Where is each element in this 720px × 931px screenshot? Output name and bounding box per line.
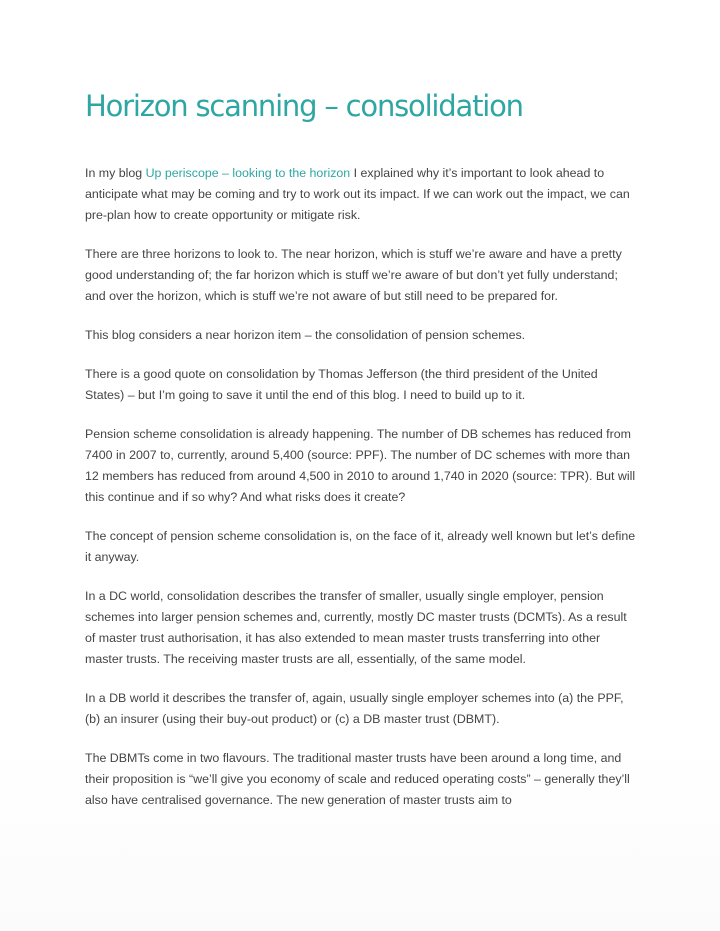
article-body — [85, 86, 640, 811]
paragraph-horizons: There are three horizons to look to. The near horizon, which is stuff we’re aware and have a pretty good understanding of; the far horizon which is stuff we’re aware of but don’t yet fully understand; and over the horizon, which is stuff we’re not aware of but still need to be prepared for. — [85, 247, 622, 303]
intro-text-before-link: In my blog — [85, 166, 146, 180]
intro-paragraph — [85, 163, 640, 226]
paragraph-consolidation-stats: Pension scheme consolidation is already happening. The number of DB schemes has reduced from 7400 in 2007 to, currently, around 5,400 (source: PPF). The number of DC schemes with more than 12 members has reduced from around 4,500 in 2010 to around 1,740 in 2020 (source: TPR). But will this continue and if so why? And what risks does it create? — [85, 427, 636, 504]
paragraph-blog-scope: This blog considers a near horizon item – the consolidation of pension schemes. — [85, 328, 526, 342]
up-periscope-link[interactable]: Up periscope – looking to the horizon — [145, 166, 351, 180]
paragraph-dbmt-flavours: The DBMTs come in two flavours. The traditional master trusts have been around a long time, and their proposition is “we’ll give you economy of scale and reduced operating costs” – generally they’ll also have centralised governance. The new generation of master trusts aim to — [85, 751, 630, 807]
paragraph-db-world: In a DB world it describes the transfer of, again, usually single employer schemes into (a) the PPF, (b) an insurer (using their buy-out product) or (c) a DB master trust (DBMT). — [85, 691, 624, 726]
paragraph-jefferson-quote: There is a good quote on consolidation by Thomas Jefferson (the third president of the United States) – but I’m going to save it until the end of this blog. I need to build up to it. — [85, 367, 598, 402]
page-title: Horizon scanning – consolidation — [85, 89, 523, 123]
paragraph-concept: The concept of pension scheme consolidation is, on the face of it, already well known but let’s define it anyway. — [85, 529, 636, 564]
intro-text-after-link: I explained why it’s important to look ahead to anticipate what may be coming and try to work out its impact. If we can work out the impact, we can pre-plan how to create opportunity or mitigate risk. — [85, 166, 630, 222]
paragraph-dc-world: In a DC world, consolidation describes the transfer of smaller, usually single employer, pension schemes into larger pension schemes and, currently, mostly DC master trusts (DCMTs). As a result of master trust authorisation, it has also extended to mean master trusts transferring into other master trusts. The receiving master trusts are all, essentially, of the same model. — [85, 589, 627, 666]
